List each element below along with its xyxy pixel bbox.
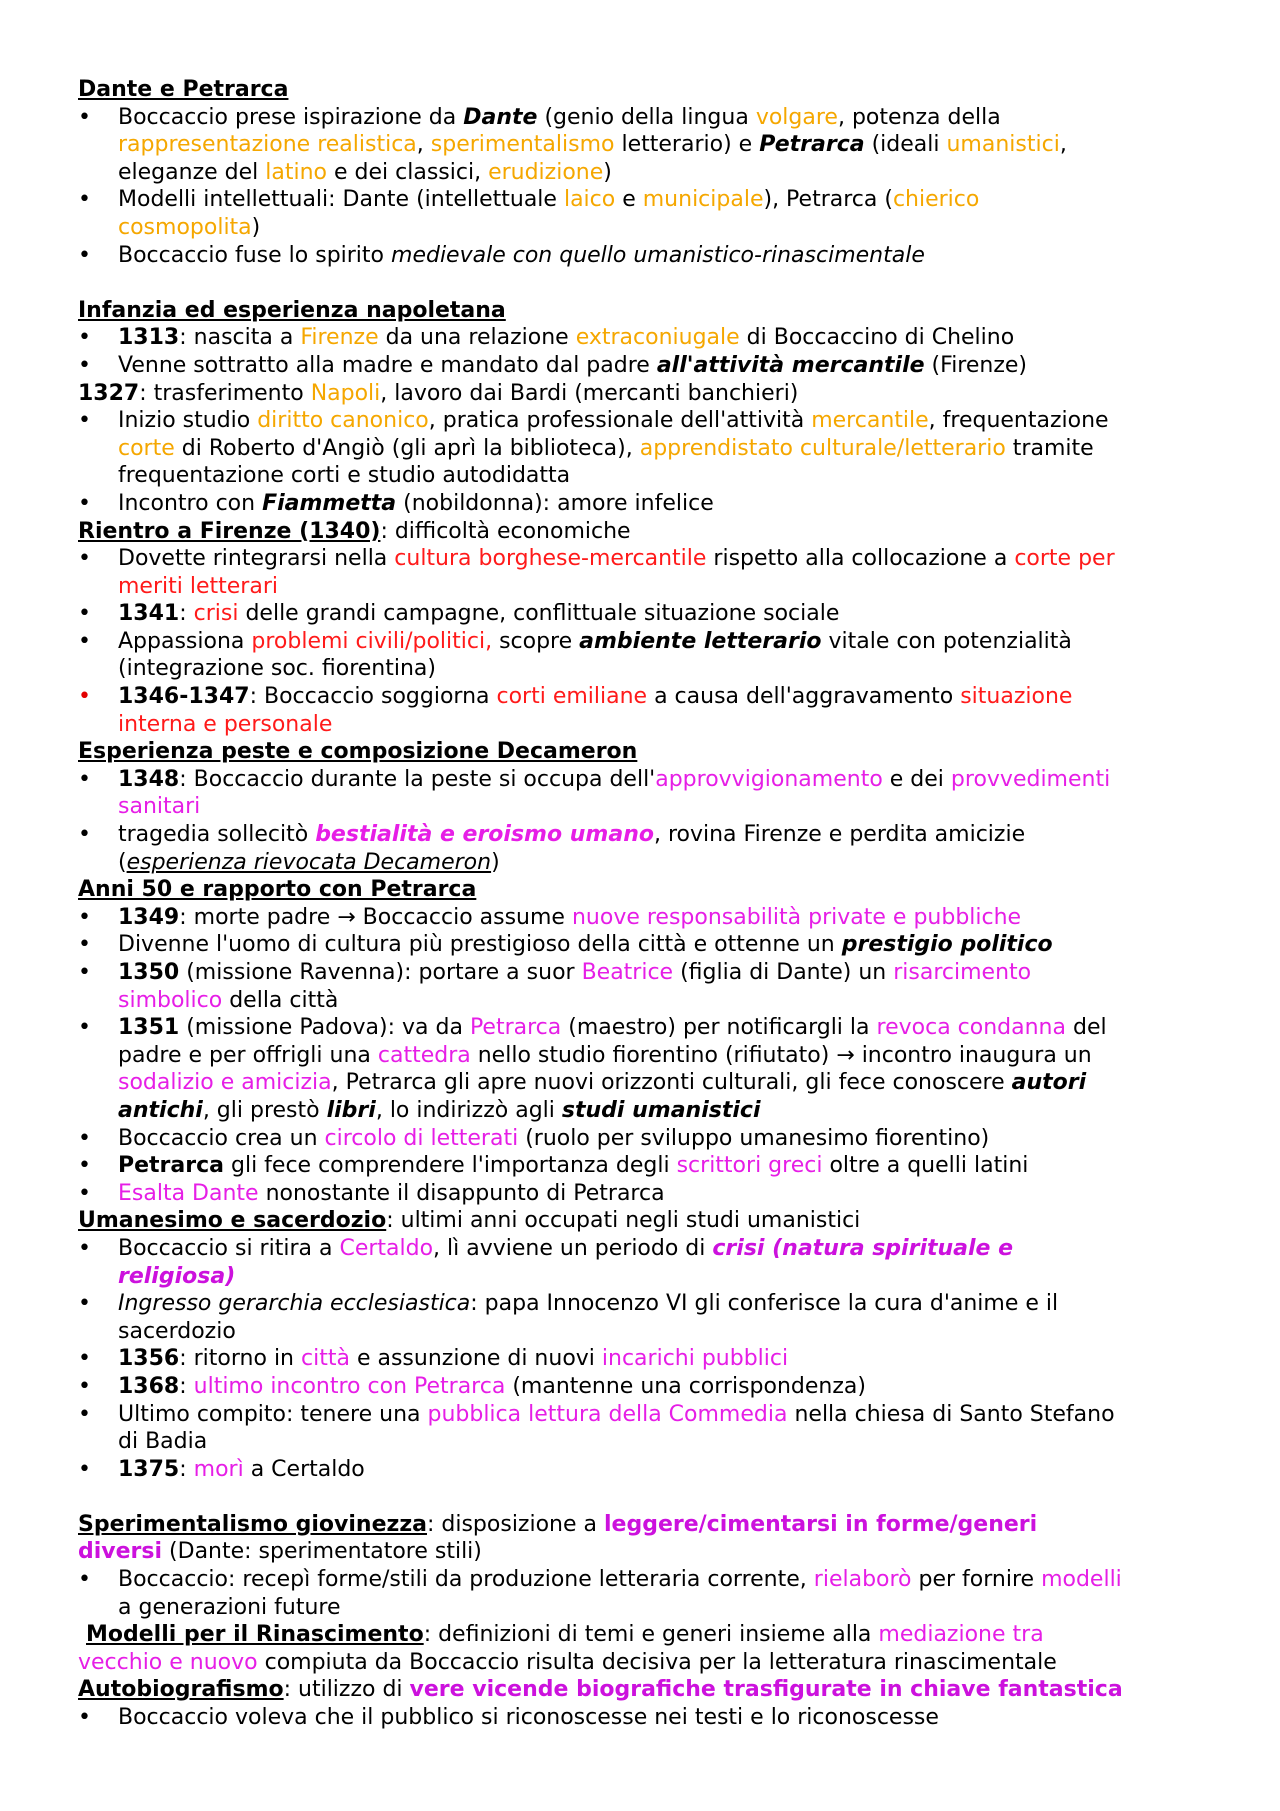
list-item-continuation <box>78 1042 1218 1070</box>
list-item-continuation <box>78 131 1218 159</box>
text: Boccaccio: recepì forme/stili da produzione letteraria corrente, <box>118 1567 814 1593</box>
highlight-magenta: provvedimenti <box>950 766 1111 792</box>
spacer <box>78 1483 1218 1511</box>
paragraph-line <box>78 380 1218 408</box>
text: tragedia sollecitò <box>118 822 316 848</box>
highlight-orange: diritto canonico <box>257 408 429 434</box>
text: : definizioni di temi e generi insieme alla <box>423 1622 879 1648</box>
bullet-icon: • <box>78 1291 91 1317</box>
highlight-magenta: cattedra <box>377 1042 471 1068</box>
document-page <box>78 76 1218 1732</box>
highlight-orange: Napoli <box>310 380 381 406</box>
text: : <box>179 1456 194 1482</box>
highlight-red: corti emiliane <box>496 684 648 710</box>
text: , lo indirizzò agli <box>375 1097 562 1123</box>
text: , Petrarca gli apre nuovi orizzonti culturali, gli fece conoscere <box>331 1070 1012 1096</box>
text: di Roberto d'Angiò (gli aprì la biblioteca), <box>174 435 640 461</box>
highlight-magenta: approvvigionamento <box>655 766 883 792</box>
list-item <box>78 1566 1218 1594</box>
text: nonostante il disappunto di Petrarca <box>258 1180 665 1206</box>
heading-text: Anni 50 e rapporto con Petrarca <box>78 877 477 903</box>
text: a causa dell'aggravamento <box>647 684 961 710</box>
text: nello studio fiorentino (rifiutato) <box>470 1042 837 1068</box>
highlight-magenta: Esalta Dante <box>118 1180 259 1206</box>
text: : ultimi anni occupati negli studi umanistici <box>386 1208 861 1234</box>
bullet-icon: • <box>78 904 91 930</box>
text: : ritorno in <box>179 1346 301 1372</box>
text: : morte padre <box>179 904 338 930</box>
text-bold-italic: all'attività mercantile <box>656 352 925 378</box>
highlight-orange: volgare <box>755 104 838 130</box>
text-bold: 1350 <box>118 960 180 985</box>
bullet-icon: • <box>78 1373 91 1399</box>
arrow-right-icon: → <box>836 1042 855 1068</box>
text: : difficoltà economiche <box>380 518 631 544</box>
spacer <box>78 269 1218 297</box>
bullet-icon: • <box>78 1567 91 1593</box>
highlight-magenta: Petrarca <box>469 1015 562 1041</box>
text: sacerdozio <box>118 1318 236 1344</box>
list-item <box>78 1373 1218 1401</box>
text: (Firenze) <box>924 352 1028 378</box>
highlight-magenta: mediazione tra <box>878 1622 1044 1648</box>
list-item <box>78 1290 1218 1318</box>
text: Boccaccio si ritira a <box>118 1235 340 1261</box>
text: , lavoro dai Bardi (mercanti banchieri) <box>380 380 799 406</box>
text: : <box>179 1373 194 1399</box>
text-bold: 1368 <box>118 1373 180 1399</box>
section-heading <box>78 1511 1218 1539</box>
highlight-purple: crisi (natura spirituale e <box>712 1235 1014 1261</box>
highlight-red: corte per <box>1014 546 1115 572</box>
text: Boccaccio crea un <box>118 1125 325 1151</box>
text: : trasferimento <box>139 380 311 406</box>
section-heading <box>78 1621 1218 1649</box>
list-item <box>78 821 1218 849</box>
text: del <box>1065 1015 1107 1041</box>
bullet-icon: • <box>78 352 91 378</box>
text-bold-italic: ambiente letterario <box>579 628 822 654</box>
list-item <box>78 1456 1218 1484</box>
highlight-orange: Firenze <box>300 325 379 351</box>
bullet-icon: • <box>78 1180 91 1206</box>
highlight-magenta: sodalizio e amicizia <box>118 1070 332 1096</box>
text: delle grandi campagne, conflittuale situazione sociale <box>238 601 840 627</box>
text: di Badia <box>118 1429 208 1455</box>
list-item-continuation <box>78 1069 1218 1097</box>
list-item <box>78 1401 1218 1429</box>
list-item-continuation <box>78 1263 1218 1291</box>
bullet-icon: • <box>78 960 91 985</box>
text: e dei classici, <box>327 159 489 185</box>
highlight-red: problemi civili/politici, <box>251 628 493 654</box>
text: scopre <box>492 628 580 654</box>
text: rispetto alla collocazione a <box>706 546 1015 572</box>
bullet-icon: • <box>78 932 91 958</box>
text: (mantenne una corrispondenza) <box>505 1373 866 1399</box>
list-item-continuation <box>78 1594 1218 1622</box>
highlight-magenta: bestialità e eroismo umano <box>315 822 654 848</box>
text: tramite <box>1005 435 1094 461</box>
text: : Boccaccio soggiorna <box>249 684 497 710</box>
list-item <box>78 600 1218 628</box>
bullet-icon: • <box>78 490 91 516</box>
text: padre e per offrigli una <box>118 1042 378 1068</box>
list-item <box>78 766 1218 794</box>
text: ( <box>118 849 127 875</box>
text: : papa Innocenzo VI gli conferisce la cura d'anime e il <box>470 1291 1059 1317</box>
bullet-icon: • <box>78 1705 91 1731</box>
text: della città <box>222 987 339 1013</box>
bullet-icon: • <box>78 1235 91 1261</box>
text: Boccaccio voleva che il pubblico si riconoscesse nei testi e lo riconoscesse <box>118 1705 939 1731</box>
heading-text: Sperimentalismo giovinezza <box>78 1511 427 1537</box>
text: ) <box>603 159 612 185</box>
section-heading <box>78 1207 1218 1235</box>
heading-text: Dante e Petrarca <box>78 77 289 102</box>
highlight-magenta: ultimo incontro con Petrarca <box>193 1373 506 1399</box>
text: , rovina Firenze e perdita amicizie <box>653 822 1026 848</box>
highlight-orange: rappresentazione realistica <box>118 132 417 158</box>
text: : nascita a <box>179 325 301 351</box>
list-item <box>78 324 1218 352</box>
highlight-orange: latino <box>265 159 328 185</box>
list-item-continuation <box>78 1318 1218 1346</box>
list-item-continuation <box>78 655 1218 683</box>
bullet-icon: • <box>78 601 91 627</box>
bullet-icon: • <box>78 546 91 572</box>
list-item-continuation <box>78 214 1218 242</box>
text: Ultimo compito: tenere una <box>118 1401 428 1427</box>
text-bold-italic: antichi <box>118 1097 203 1123</box>
arrow-right-icon: → <box>337 904 356 930</box>
text-italic: Ingresso gerarchia ecclesiastica <box>118 1291 471 1317</box>
highlight-magenta: circolo di letterati <box>324 1125 519 1151</box>
text: Inizio studio <box>118 408 258 434</box>
text: , <box>416 132 431 158</box>
highlight-orange: apprendistato culturale/letterario <box>639 435 1006 461</box>
text: e dei <box>882 766 951 792</box>
bullet-icon: • <box>78 1401 91 1427</box>
list-item <box>78 931 1218 959</box>
highlight-red: meriti letterari <box>118 573 278 599</box>
heading-text: Esperienza peste e composizione Decameron <box>78 739 638 765</box>
text: ), Petrarca ( <box>763 187 893 213</box>
highlight-purple: leggere/cimentarsi in forme/generi <box>604 1511 1038 1537</box>
text-bold: 1341 <box>118 601 180 627</box>
list-item <box>78 352 1218 380</box>
highlight-magenta: simbolico <box>118 987 223 1013</box>
text: Venne sottratto alla madre e mandato dal padre <box>118 352 657 378</box>
highlight-magenta: morì <box>193 1456 244 1482</box>
text-italic-underline: esperienza rievocata Decameron <box>126 849 492 875</box>
text: Modelli intellettuali: Dante (intellettuale <box>118 187 564 213</box>
list-item <box>78 407 1218 435</box>
text: (ideali <box>864 132 947 158</box>
list-item <box>78 959 1218 987</box>
list-item <box>78 1125 1218 1153</box>
text-bold-italic: Dante <box>463 104 538 130</box>
list-item <box>78 186 1218 214</box>
text: e <box>615 187 643 213</box>
highlight-orange: chierico <box>892 187 980 213</box>
text-bold: 1313 <box>118 325 180 351</box>
heading-text: Modelli per il Rinascimento <box>86 1622 424 1648</box>
highlight-magenta: pubblica lettura della Commedia <box>427 1401 788 1427</box>
paragraph-line <box>78 1538 1218 1566</box>
text: per fornire <box>911 1567 1042 1593</box>
highlight-magenta: Certaldo <box>339 1235 434 1261</box>
list-item-continuation <box>78 849 1218 877</box>
bullet-icon: • <box>78 242 91 268</box>
list-item-continuation <box>78 1097 1218 1125</box>
text: a generazioni future <box>118 1594 341 1620</box>
text: : disposizione a <box>426 1511 604 1537</box>
text: letterario) e <box>614 132 760 158</box>
list-item <box>78 683 1218 711</box>
highlight-magenta: scrittori greci <box>676 1153 823 1179</box>
highlight-magenta: sanitari <box>118 794 201 820</box>
bullet-icon: • <box>78 1153 91 1179</box>
bullet-icon: • <box>78 408 91 434</box>
highlight-magenta: città <box>301 1346 350 1372</box>
paragraph-line <box>78 1649 1218 1677</box>
list-item-continuation <box>78 1428 1218 1456</box>
list-item-continuation <box>78 711 1218 739</box>
highlight-red: crisi <box>193 601 239 627</box>
list-item <box>78 1704 1218 1732</box>
highlight-red: situazione <box>960 684 1073 710</box>
heading-text: Umanesimo e sacerdozio <box>78 1208 387 1234</box>
list-item-continuation <box>78 793 1218 821</box>
highlight-orange: mercantile <box>811 408 929 434</box>
list-item <box>78 904 1218 932</box>
list-item <box>78 1180 1218 1208</box>
text: (ruolo per sviluppo umanesimo fiorentino) <box>518 1125 990 1151</box>
highlight-magenta: nuove responsabilità private e pubbliche <box>571 904 1022 930</box>
bullet-icon: • <box>78 1456 91 1482</box>
highlight-orange: municipale <box>642 187 764 213</box>
list-item <box>78 1235 1218 1263</box>
text-bold: 1327 <box>78 380 140 406</box>
highlight-purple: vere vicende biografiche trasfigurate in chiave fantastica <box>409 1677 1123 1703</box>
text: (missione Padova): va da <box>179 1015 470 1041</box>
list-item <box>78 628 1218 656</box>
text-bold: 1349 <box>118 904 180 930</box>
text: da una relazione <box>378 325 576 351</box>
text: Dovette rintegrarsi nella <box>118 546 395 572</box>
text: (missione Ravenna): portare a suor <box>179 960 582 985</box>
section-heading <box>78 1676 1218 1704</box>
text: vitale con potenzialità <box>821 628 1072 654</box>
highlight-red: interna e personale <box>118 711 333 737</box>
heading-text: Rientro a Firenze (1340) <box>78 518 381 544</box>
text: e assunzione di nuovi <box>349 1346 602 1372</box>
text: Boccaccio prese ispirazione da <box>118 104 464 130</box>
text: (figlia di Dante) un <box>673 960 894 985</box>
highlight-magenta: incarichi pubblici <box>601 1346 789 1372</box>
text: frequentazione corti e studio autodidatta <box>118 463 571 489</box>
section-heading <box>78 297 1218 325</box>
text-bold-italic: autori <box>1011 1070 1087 1096</box>
bullet-icon: • <box>78 187 91 213</box>
text: (integrazione soc. fiorentina) <box>118 656 436 682</box>
bullet-icon: • <box>78 628 91 654</box>
bullet-icon: • <box>78 1125 91 1151</box>
list-item <box>78 242 1218 270</box>
list-item <box>78 545 1218 573</box>
list-item-continuation <box>78 159 1218 187</box>
text-bold: 1375 <box>118 1456 180 1482</box>
bullet-icon: • <box>78 1015 91 1041</box>
heading-text: Infanzia ed esperienza napoletana <box>78 297 506 323</box>
highlight-magenta: revoca condanna <box>876 1015 1066 1041</box>
highlight-orange: cosmopolita <box>118 214 252 240</box>
bullet-icon: • <box>78 1346 91 1372</box>
highlight-magenta: Beatrice <box>581 960 674 985</box>
highlight-orange: corte <box>118 435 175 461</box>
highlight-orange: erudizione <box>488 159 604 185</box>
list-item <box>78 1345 1218 1373</box>
text: : utilizzo di <box>283 1677 410 1703</box>
text-bold: 1346-1347 <box>118 684 250 710</box>
bullet-icon: • <box>78 684 91 710</box>
highlight-orange: extraconiugale <box>575 325 740 351</box>
text-italic: medievale con quello umanistico-rinascimentale <box>391 242 925 268</box>
text: Boccaccio fuse lo spirito <box>118 242 392 268</box>
text-bold: 1348 <box>118 766 180 792</box>
list-item <box>78 1014 1218 1042</box>
highlight-red: cultura borghese-mercantile <box>394 546 707 572</box>
text: ) <box>251 214 261 240</box>
text: , frequentazione <box>928 408 1109 434</box>
text: gli fece comprendere l'importanza degli <box>224 1153 677 1179</box>
text-bold: Petrarca <box>118 1153 224 1179</box>
text: : <box>179 601 194 627</box>
section-heading <box>78 738 1218 766</box>
text: compiuta da Boccaccio risulta decisiva per la letteratura rinascimentale <box>257 1649 1057 1675</box>
text: a Certaldo <box>243 1456 365 1482</box>
highlight-magenta: vecchio e nuovo <box>78 1649 258 1675</box>
list-item-continuation <box>78 435 1218 463</box>
text-bold-italic: Petrarca <box>759 132 865 158</box>
text: Appassiona <box>118 628 252 654</box>
text-bold-italic: studi umanistici <box>561 1097 761 1123</box>
text: , <box>1059 132 1067 158</box>
highlight-orange: laico <box>563 187 616 213</box>
highlight-purple: religiosa) <box>118 1263 236 1289</box>
section-heading <box>78 518 1218 546</box>
text: , gli prestò <box>202 1097 327 1123</box>
text: (genio della lingua <box>537 104 756 130</box>
list-item <box>78 104 1218 132</box>
section-heading <box>78 876 1218 904</box>
text: oltre a quelli latini <box>822 1153 1029 1179</box>
bullet-icon: • <box>78 325 91 351</box>
text: (nobildonna): amore infelice <box>396 490 714 516</box>
text: eleganze del <box>118 159 266 185</box>
text: ) <box>491 849 500 875</box>
text: Incontro con <box>118 490 263 516</box>
highlight-magenta: risarcimento <box>893 960 1032 985</box>
list-item <box>78 490 1218 518</box>
highlight-orange: sperimentalismo <box>430 132 615 158</box>
highlight-purple: diversi <box>78 1539 163 1565</box>
text: (Dante: sperimentatore stili) <box>162 1539 482 1565</box>
text: nella chiesa di Santo Stefano <box>787 1401 1115 1427</box>
list-item-continuation <box>78 987 1218 1015</box>
section-heading <box>78 76 1218 104</box>
heading-text: Autobiografismo <box>78 1677 284 1703</box>
text: , lì avviene un periodo di <box>433 1235 713 1261</box>
highlight-magenta: rielaborò <box>813 1567 912 1593</box>
text: , pratica professionale dell'attività <box>428 408 812 434</box>
text: incontro inaugura un <box>854 1042 1092 1068</box>
bullet-icon: • <box>78 822 91 848</box>
text-bold: 1351 <box>118 1015 180 1041</box>
text: Boccaccio assume <box>355 904 572 930</box>
text: : Boccaccio durante la peste si occupa dell' <box>179 766 656 792</box>
text-bold-italic: libri <box>326 1097 376 1123</box>
highlight-orange: umanistici <box>946 132 1060 158</box>
list-item-continuation <box>78 462 1218 490</box>
highlight-magenta: modelli <box>1041 1567 1122 1593</box>
text-bold-italic: prestigio politico <box>841 932 1053 958</box>
bullet-icon: • <box>78 104 91 130</box>
text: Divenne l'uomo di cultura più prestigioso della città e ottenne un <box>118 932 842 958</box>
text-bold-italic: Fiammetta <box>262 490 397 516</box>
text-bold: 1356 <box>118 1346 180 1372</box>
list-item <box>78 1152 1218 1180</box>
list-item-continuation <box>78 573 1218 601</box>
text: , potenza della <box>837 104 1001 130</box>
bullet-icon: • <box>78 766 91 792</box>
text: di Boccaccino di Chelino <box>739 325 1015 351</box>
text: (maestro) per notificargli la <box>561 1015 877 1041</box>
